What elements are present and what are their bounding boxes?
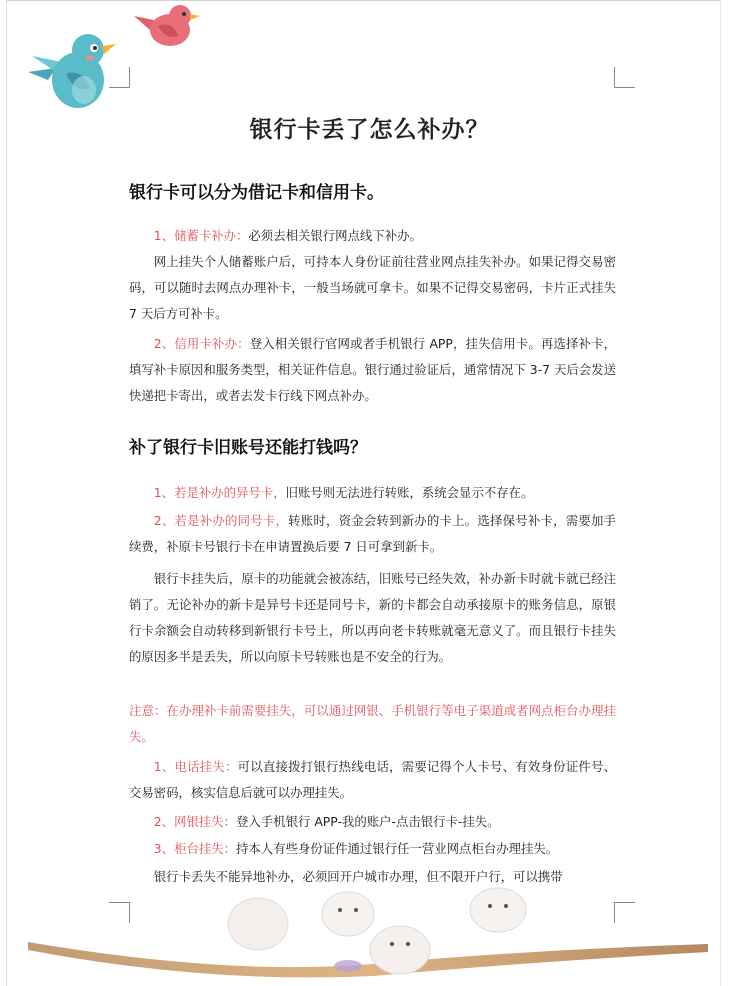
list-item-credit-card (129, 331, 616, 409)
item-text: 登入相关银行官网或者手机银行 APP，挂失信用卡。再选择补卡，填写补卡原因和服务类型，相关证件信息。银行通过验证后，通常情况下 3-7 天后会发送快递把卡寄出，或者去发卡行线下网点补办。 (129, 336, 617, 403)
list-item-same-number (129, 508, 616, 560)
item-text: 旧账号则无法进行转账，系统会显示不存在。 (285, 485, 534, 500)
list-item-phone-loss (129, 754, 616, 806)
list-item-savings-card (129, 223, 616, 249)
paragraph-freeze-info: 银行卡挂失后，原卡的功能就会被冻结，旧账号已经失效，补办新卡时就卡就已经注销了。无论补办的新卡是异号卡还是同号卡，新的卡都会自动承接原卡的账务信息，原银行卡余额会自动转移到新银行卡号上，所以再向老卡转账就毫无意义了。而且银行卡挂失的原因多半是丢失，所以向原卡号转账也是不安全的行为。 (129, 571, 616, 664)
item-text: 持本人有些身份证件通过银行任一营业网点柜台办理挂失。 (236, 841, 559, 856)
item-label: 1、储蓄卡补办： (153, 228, 249, 243)
item-label: 2、网银挂失： (153, 814, 237, 829)
page-edge-left (6, 0, 7, 986)
crop-mark-top-right (614, 67, 635, 88)
page-edge-top (6, 0, 721, 1)
pink-bird-icon (134, 2, 204, 52)
bottom-decoration (28, 880, 718, 986)
section-heading-card-types: 银行卡可以分为借记卡和信用卡。 (129, 183, 384, 203)
item-label: 3、柜台挂失： (153, 841, 237, 856)
page-edge-right (720, 0, 721, 986)
list-item-online-loss (129, 809, 616, 835)
item-text: 可以直接拨打银行热线电话，需要记得个人卡号、有效身份证件号、交易密码，核实信息后就可以办理挂失。 (129, 759, 617, 800)
paragraph-last-line: 银行卡丢失不能异地补办，必须回开户城市办理，但不限开户行，可以携带 (153, 869, 563, 884)
item-label: 1、电话挂失： (153, 759, 238, 774)
item-label: 2、若是补办的同号卡， (153, 513, 289, 528)
item-label: 1、若是补办的异号卡， (153, 485, 286, 500)
paragraph-savings-detail: 网上挂失个人储蓄账户后，可持本人身份证前往营业网点挂失补办。如果记得交易密码，可以随时去网点办理补卡，一般当场就可拿卡。如果不记得交易密码，卡片正式挂失 7 天后方可补卡。 (129, 254, 616, 321)
blue-bird-icon (26, 28, 122, 114)
page-title: 银行卡丢了怎么补办？ (249, 116, 490, 143)
item-text: 转账时，资金会转到新办的卡上。选择保号补卡，需要加手续费，补原卡号银行卡在申请置换后要 7 日可拿到新卡。 (129, 513, 616, 554)
list-item-counter-loss (129, 836, 616, 862)
item-text: 必须去相关银行网点线下补办。 (248, 228, 422, 243)
list-item-different-number (129, 480, 616, 506)
item-text: 登入手机银行 APP-我的账户-点击银行卡-挂失。 (236, 814, 500, 829)
item-label: 2、信用卡补办： (153, 336, 250, 351)
note-paragraph: 注意：在办理补卡前需要挂失，可以通过网银、手机银行等电子渠道或者网点柜台办理挂失。 (129, 703, 616, 744)
section-heading-old-account: 补了银行卡旧账号还能打钱吗？ (129, 438, 367, 458)
